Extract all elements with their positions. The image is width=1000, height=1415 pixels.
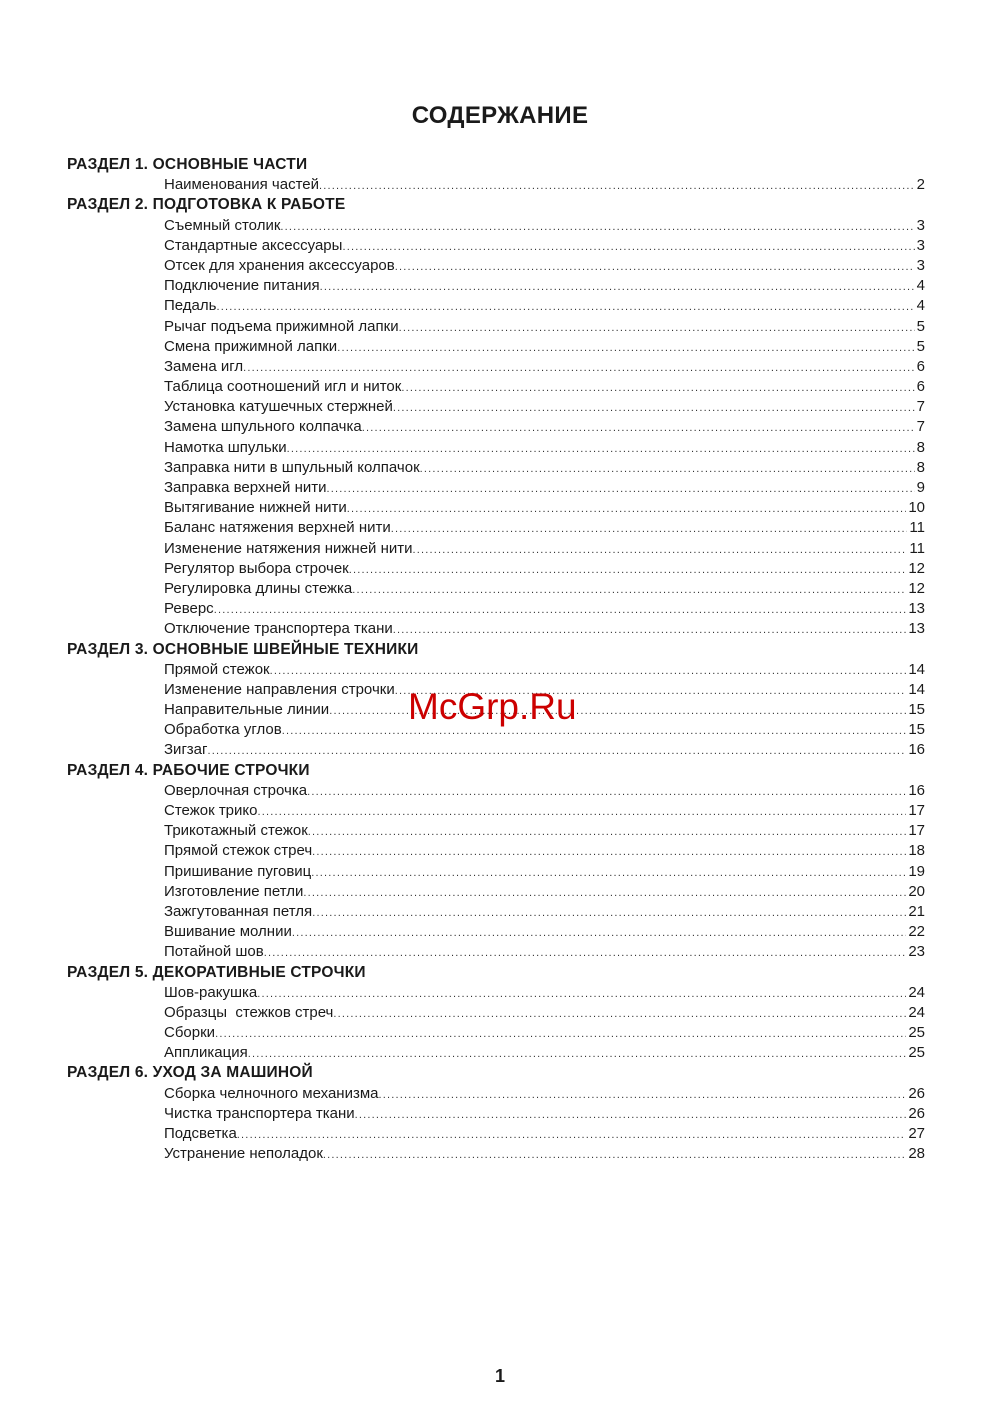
- dot-leader: [320, 277, 915, 297]
- toc-entry-page: 3: [916, 216, 925, 234]
- toc-entry: [164, 1084, 925, 1104]
- toc-entry-page: 18: [908, 842, 925, 860]
- toc-entry-page: 24: [908, 983, 925, 1001]
- toc-entry-page: 25: [908, 1044, 925, 1062]
- toc-entry: [164, 175, 925, 195]
- toc-entry-page: 4: [916, 277, 925, 295]
- toc-entry-page: 19: [908, 862, 925, 880]
- dot-leader: [237, 1125, 907, 1145]
- toc-entry-label: Зигзаг: [164, 741, 208, 759]
- dot-leader: [393, 398, 915, 418]
- dot-leader: [312, 842, 906, 862]
- toc-entry-page: 15: [908, 701, 925, 719]
- toc-entry: [164, 498, 925, 518]
- dot-leader: [362, 418, 915, 438]
- toc-entry-page: 6: [916, 378, 925, 396]
- toc-entry: [164, 458, 925, 478]
- toc-entry: [164, 1043, 925, 1063]
- toc-entry-page: 7: [916, 418, 925, 436]
- toc-entry-label: Подсветка: [164, 1125, 237, 1142]
- dot-leader: [257, 802, 906, 822]
- dot-leader: [214, 600, 907, 620]
- dot-leader: [307, 782, 906, 802]
- toc-entry: [164, 660, 925, 680]
- toc-entry-label: Замена игл: [164, 357, 244, 375]
- toc-entry-label: Сборки: [164, 1024, 216, 1042]
- toc-entry-page: 27: [908, 1125, 925, 1142]
- dot-leader: [257, 984, 906, 1004]
- toc-entry-page: 13: [908, 600, 925, 618]
- toc-entry-page: 2: [916, 176, 925, 194]
- toc-entry-label: Реверс: [164, 600, 214, 618]
- toc-entry-label: Трикотажный стежок: [164, 822, 308, 840]
- dot-leader: [207, 741, 906, 761]
- toc-entry-page: 6: [916, 357, 925, 375]
- toc-entry: [164, 599, 925, 619]
- toc-entry-label: Регулировка длины стежка: [164, 579, 353, 597]
- toc-entry-label: Пришивание пуговиц: [164, 862, 312, 880]
- dot-leader: [342, 237, 914, 257]
- section-heading: РАЗДЕЛ 3. ОСНОВНЫЕ ШВЕЙНЫЕ ТЕХНИКИ: [67, 640, 419, 658]
- dot-leader: [248, 1044, 907, 1064]
- toc-entry-page: 21: [908, 902, 925, 920]
- toc-entry-page: 16: [908, 741, 925, 759]
- toc-entry-label: Вшивание молнии: [164, 923, 292, 941]
- toc-entry-label: Шов-ракушка: [164, 983, 258, 1001]
- dot-leader: [311, 863, 906, 883]
- toc-entry: [164, 518, 925, 538]
- toc-entry-page: 7: [916, 398, 925, 416]
- toc-entry: [164, 801, 925, 821]
- dot-leader: [393, 620, 907, 640]
- dot-leader: [326, 479, 914, 499]
- page-title: СОДЕРЖАНИЕ: [411, 102, 589, 129]
- toc-entry: [164, 740, 925, 760]
- dot-leader: [333, 1004, 906, 1024]
- table-of-contents: [67, 155, 925, 1164]
- dot-leader: [312, 903, 906, 923]
- toc-entry: [164, 902, 925, 922]
- section-heading: РАЗДЕЛ 6. УХОД ЗА МАШИНОЙ: [67, 1064, 313, 1082]
- dot-leader: [280, 217, 914, 237]
- toc-entry: [164, 862, 925, 882]
- toc-entry-page: 13: [908, 620, 925, 638]
- dot-leader: [347, 499, 907, 519]
- toc-entry-page: 12: [908, 559, 925, 577]
- toc-entry: [164, 882, 925, 902]
- toc-entry-page: 14: [908, 680, 925, 698]
- toc-entry-page: 23: [908, 943, 925, 961]
- toc-entry-label: Заправка нити в шпульный колпачок: [164, 458, 420, 476]
- toc-entry-label: Аппликация: [164, 1044, 248, 1062]
- toc-entry: [164, 256, 925, 276]
- dot-leader: [399, 318, 915, 338]
- toc-entry: [164, 821, 925, 841]
- dot-leader: [303, 883, 906, 903]
- dot-leader: [413, 540, 908, 560]
- toc-entry-page: 24: [908, 1003, 925, 1021]
- dot-leader: [308, 822, 907, 842]
- toc-entry: [164, 1104, 925, 1124]
- toc-entry-label: Изменение направления строчки: [164, 680, 395, 698]
- dot-leader: [420, 459, 915, 479]
- toc-entry-label: Подключение питания: [164, 277, 320, 295]
- toc-entry: [164, 337, 925, 357]
- toc-entry-page: 11: [909, 539, 925, 557]
- toc-entry-page: 26: [908, 1104, 925, 1122]
- toc-entry-label: Изготовление петли: [164, 882, 304, 900]
- dot-leader: [215, 1024, 906, 1044]
- toc-entry: [164, 236, 925, 256]
- toc-entry-page: 20: [908, 882, 925, 900]
- toc-entry-label: Рычаг подъема прижимной лапки: [164, 317, 399, 335]
- toc-entry-page: 3: [916, 256, 925, 274]
- dot-leader: [401, 378, 914, 398]
- toc-entry: [164, 1023, 925, 1043]
- toc-entry-label: Заправка верхней нити: [164, 479, 327, 496]
- toc-entry-label: Замена шпульного колпачка: [164, 418, 362, 436]
- dot-leader: [270, 661, 907, 681]
- dot-leader: [319, 176, 915, 196]
- toc-entry: [164, 1003, 925, 1023]
- toc-entry-page: 14: [908, 660, 925, 678]
- watermark: McGrp.Ru: [408, 686, 577, 727]
- toc-entry-label: Стандартные аксессуары: [164, 236, 343, 254]
- dot-leader: [379, 1085, 907, 1105]
- toc-entry-label: Таблица соотношений игл и ниток: [164, 378, 402, 396]
- toc-entry-label: Отсек для хранения аксессуаров: [164, 256, 395, 274]
- toc-entry: [164, 619, 925, 639]
- toc-entry-label: Направительные линии: [164, 701, 330, 719]
- toc-entry-page: 28: [908, 1145, 925, 1163]
- toc-entry-page: 4: [916, 297, 925, 315]
- toc-entry-label: Прямой стежок стреч: [164, 842, 313, 860]
- toc-entry-label: Съемный столик: [164, 216, 281, 234]
- dot-leader: [352, 580, 906, 600]
- toc-entry-page: 5: [916, 317, 925, 335]
- page-number: 1: [494, 1366, 505, 1386]
- toc-entry-page: 16: [908, 781, 925, 799]
- toc-entry-page: 10: [908, 499, 925, 517]
- toc-entry: [164, 781, 925, 801]
- toc-entry-label: Сборка челночного механизма: [164, 1084, 379, 1102]
- toc-entry-page: 8: [916, 458, 925, 476]
- toc-entry: [164, 377, 925, 397]
- toc-entry: [164, 296, 925, 316]
- toc-entry-label: Прямой стежок: [164, 660, 270, 678]
- toc-entry: [164, 983, 925, 1003]
- toc-entry-label: Оверлочная строчка: [164, 781, 308, 799]
- toc-entry-page: 15: [908, 721, 925, 739]
- toc-entry: [164, 559, 925, 579]
- dot-leader: [292, 923, 906, 943]
- toc-entry-label: Баланс натяжения верхней нити: [164, 519, 391, 537]
- dot-leader: [391, 519, 908, 539]
- toc-entry: [164, 216, 925, 236]
- toc-entry-label: Обработка углов: [164, 721, 282, 739]
- toc-entry-label: Стежок трико: [164, 802, 258, 819]
- toc-entry-label: Устранение неполадок: [164, 1145, 323, 1163]
- toc-entry-page: 26: [908, 1084, 925, 1102]
- dot-leader: [337, 338, 914, 358]
- toc-entry-page: 17: [908, 822, 925, 840]
- toc-entry-label: Смена прижимной лапки: [164, 337, 338, 355]
- toc-entry-page: 12: [908, 579, 925, 597]
- dot-leader: [395, 257, 915, 277]
- toc-entry-page: 25: [908, 1024, 925, 1042]
- toc-entry-page: 9: [916, 479, 925, 496]
- toc-entry-label: Изменение натяжения нижней нити: [164, 539, 413, 557]
- toc-entry-page: 5: [916, 337, 925, 355]
- toc-entry: [164, 1144, 925, 1164]
- dot-leader: [216, 297, 914, 317]
- toc-entry-page: 11: [909, 519, 925, 537]
- dot-leader: [355, 1105, 907, 1125]
- toc-entry: [164, 1124, 925, 1144]
- toc-entry-label: Потайной шов: [164, 943, 264, 961]
- toc-entry: [164, 922, 925, 942]
- toc-entry-label: Установка катушечных стержней: [164, 398, 393, 416]
- toc-entry: [164, 478, 925, 498]
- toc-entry-label: Регулятор выбора строчек: [164, 559, 349, 577]
- toc-entry-label: Образцы стежков стреч: [164, 1003, 334, 1021]
- toc-entry-page: 3: [916, 236, 925, 254]
- toc-entry: [164, 942, 925, 962]
- toc-entry-label: Намотка шпульки: [164, 438, 287, 456]
- toc-entry: [164, 397, 925, 417]
- toc-entry: [164, 276, 925, 296]
- toc-entry-label: Вытягивание нижней нити: [164, 499, 347, 517]
- section-heading: РАЗДЕЛ 1. ОСНОВНЫЕ ЧАСТИ: [67, 156, 308, 173]
- toc-entry: [164, 357, 925, 377]
- dot-leader: [264, 943, 907, 963]
- toc-entry-page: 22: [908, 923, 925, 941]
- toc-entry-page: 8: [916, 438, 925, 456]
- toc-entry: [164, 841, 925, 861]
- toc-entry: [164, 417, 925, 437]
- section-heading: РАЗДЕЛ 4. РАБОЧИЕ СТРОЧКИ: [67, 761, 310, 779]
- toc-entry-page: 17: [908, 802, 925, 819]
- section-heading: РАЗДЕЛ 2. ПОДГОТОВКА К РАБОТЕ: [67, 196, 346, 214]
- dot-leader: [323, 1145, 906, 1165]
- toc-entry-label: Наименования частей: [164, 176, 320, 194]
- toc-entry: [164, 539, 925, 559]
- toc-entry-label: Педаль: [164, 297, 217, 315]
- dot-leader: [282, 721, 907, 741]
- dot-leader: [243, 358, 915, 378]
- toc-entry-label: Зажгутованная петля: [164, 902, 313, 920]
- toc-entry: [164, 579, 925, 599]
- toc-entry-label: Отключение транспортера ткани: [164, 620, 393, 638]
- dot-leader: [287, 439, 915, 459]
- toc-entry: [164, 317, 925, 337]
- section-heading: РАЗДЕЛ 5. ДЕКОРАТИВНЫЕ СТРОЧКИ: [67, 963, 366, 981]
- toc-entry-label: Чистка транспортера ткани: [164, 1104, 355, 1122]
- dot-leader: [349, 560, 907, 580]
- toc-entry: [164, 438, 925, 458]
